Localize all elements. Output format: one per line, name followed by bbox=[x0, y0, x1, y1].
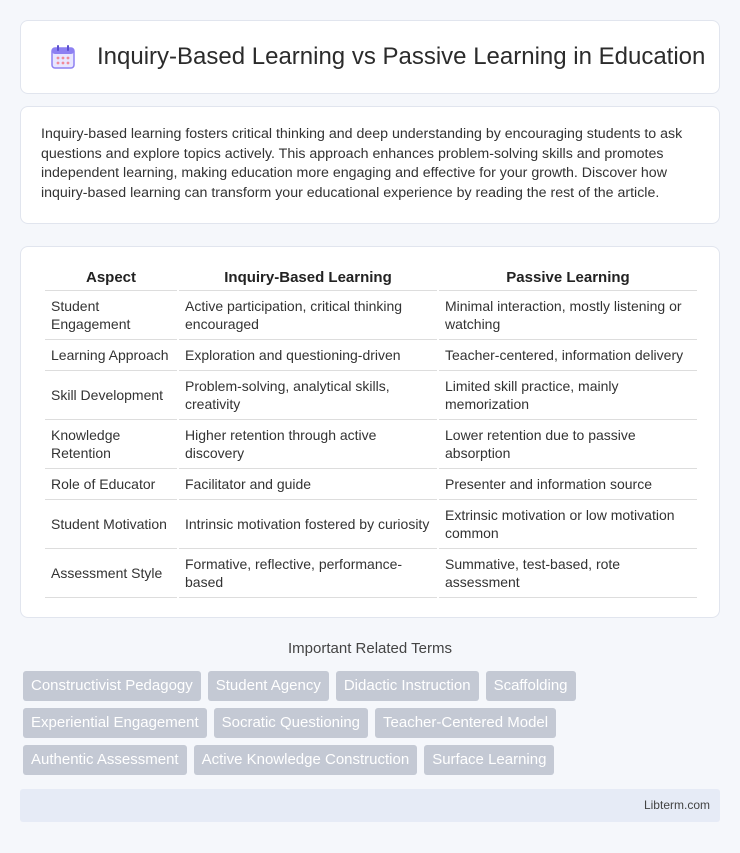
calendar-icon bbox=[49, 43, 77, 71]
intro-card bbox=[20, 106, 720, 224]
header-passive: Passive Learning bbox=[439, 265, 697, 291]
table-cell: Teacher-centered, information delivery bbox=[439, 340, 697, 371]
table-cell: Exploration and questioning-driven bbox=[179, 340, 437, 371]
table-cell: Summative, test-based, rote assessment bbox=[439, 549, 697, 598]
tag-socratic-questioning[interactable]: Socratic Questioning bbox=[214, 708, 368, 738]
tag-scaffolding[interactable]: Scaffolding bbox=[486, 671, 576, 701]
table-cell: Intrinsic motivation fostered by curiosity bbox=[179, 500, 437, 549]
table-cell: Higher retention through active discovery bbox=[179, 420, 437, 469]
table-cell: Formative, reflective, performance-based bbox=[179, 549, 437, 598]
table-row bbox=[45, 291, 697, 340]
table-cell: Minimal interaction, mostly listening or watching bbox=[439, 291, 697, 340]
tag-row bbox=[23, 671, 723, 701]
table-header-row bbox=[45, 265, 697, 291]
page-title: Inquiry-Based Learning vs Passive Learning in Education bbox=[97, 43, 706, 70]
header-inquiry: Inquiry-Based Learning bbox=[179, 265, 437, 291]
table-cell: Skill Development bbox=[45, 371, 177, 420]
table-cell: Problem-solving, analytical skills, creativity bbox=[179, 371, 437, 420]
tag-teacher-centered-model[interactable]: Teacher-Centered Model bbox=[375, 708, 556, 738]
tag-active-knowledge-construction[interactable]: Active Knowledge Construction bbox=[194, 745, 418, 775]
table-cell: Student Motivation bbox=[45, 500, 177, 549]
tag-authentic-assessment[interactable]: Authentic Assessment bbox=[23, 745, 187, 775]
table-cell: Role of Educator bbox=[45, 469, 177, 500]
table-cell: Assessment Style bbox=[45, 549, 177, 598]
table-cell: Presenter and information source bbox=[439, 469, 697, 500]
table-cell: Extrinsic motivation or low motivation common bbox=[439, 500, 697, 549]
table-row bbox=[45, 549, 697, 598]
related-terms bbox=[23, 671, 723, 782]
tag-student-agency[interactable]: Student Agency bbox=[208, 671, 329, 701]
tag-didactic-instruction[interactable]: Didactic Instruction bbox=[336, 671, 479, 701]
comparison-card bbox=[20, 246, 720, 618]
tag-surface-learning[interactable]: Surface Learning bbox=[424, 745, 554, 775]
related-terms-title: Important Related Terms bbox=[288, 640, 452, 657]
tag-experiential-engagement[interactable]: Experiential Engagement bbox=[23, 708, 207, 738]
table-cell: Limited skill practice, mainly memorization bbox=[439, 371, 697, 420]
table-row bbox=[45, 469, 697, 500]
footer-bar bbox=[20, 789, 720, 822]
table-row bbox=[45, 420, 697, 469]
table-cell: Knowledge Retention bbox=[45, 420, 177, 469]
table-cell: Lower retention due to passive absorption bbox=[439, 420, 697, 469]
table-row bbox=[45, 340, 697, 371]
table-cell: Learning Approach bbox=[45, 340, 177, 371]
intro-text: Inquiry-based learning fosters critical thinking and deep understanding by encouraging students to ask questions and explore topics actively. This approach enhances problem-solving skills and promotes independent learning, making education more engaging and effective for your growth. Discover how inquiry-based learning can transform your educational experience by reading the rest of the article. bbox=[41, 126, 683, 201]
header-card bbox=[20, 20, 720, 94]
header-aspect: Aspect bbox=[45, 265, 177, 291]
comparison-table bbox=[43, 265, 699, 598]
tag-constructivist-pedagogy[interactable]: Constructivist Pedagogy bbox=[23, 671, 201, 701]
footer-brand-link[interactable]: Libterm.com bbox=[643, 798, 710, 812]
table-cell: Facilitator and guide bbox=[179, 469, 437, 500]
table-row bbox=[45, 371, 697, 420]
table-cell: Active participation, critical thinking encouraged bbox=[179, 291, 437, 340]
table-row bbox=[45, 500, 697, 549]
table-cell: Student Engagement bbox=[45, 291, 177, 340]
tag-row bbox=[23, 708, 723, 738]
tag-row bbox=[23, 745, 723, 775]
